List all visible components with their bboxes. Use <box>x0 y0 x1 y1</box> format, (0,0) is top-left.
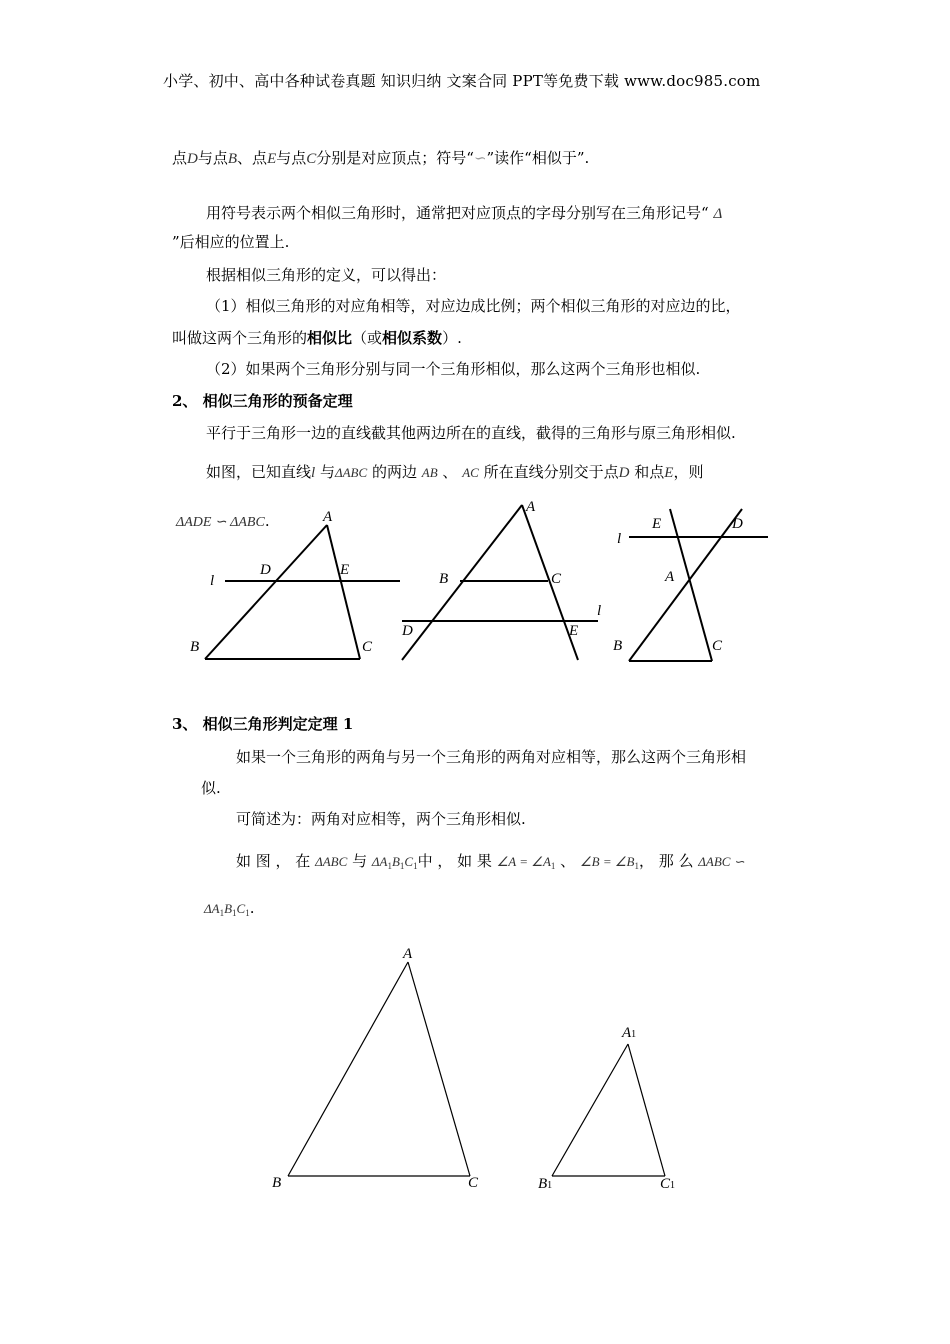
label-a: A <box>403 946 413 962</box>
fig1-side-ac <box>327 525 360 659</box>
section-2-example: 如图，已知直线l 与ΔABC 的两边 AB 、 AC 所在直线分别交于点D 和点E，则 <box>206 463 704 481</box>
fig2-label-e: E <box>569 623 579 639</box>
fig2-label-c: C <box>551 571 562 587</box>
fig3-label-b: B <box>613 638 623 654</box>
fig3-label-a: A <box>665 569 675 585</box>
section-3-brief: 可简述为：两角对应相等，两个三角形相似. <box>236 810 526 828</box>
triangle-abc <box>288 962 470 1176</box>
triangle-a1b1c1 <box>552 1044 665 1176</box>
fig3-label-d: D <box>732 516 743 532</box>
property-2: （2）如果两个三角形分别与同一个三角形相似，那么这两个三角形也相似. <box>206 360 701 378</box>
label-b1: B1 <box>538 1176 553 1192</box>
label-b: B <box>272 1175 282 1191</box>
section-3-theorem-line2: 似. <box>201 779 221 797</box>
fig1-label-d: D <box>260 562 271 578</box>
fig3-label-l: l <box>617 531 622 547</box>
figure-3 <box>629 509 768 661</box>
fig1-label-a: A <box>323 509 333 525</box>
fig1-label-l: l <box>210 573 215 589</box>
fig1-side-ab <box>205 525 327 659</box>
correspondence-sentence: 点D与点B、点E与点C分别是对应顶点；符号“∽”读作“相似于”. <box>172 149 590 167</box>
label-c1: C1 <box>660 1176 676 1192</box>
similar-triangles-figure <box>260 940 700 1200</box>
section-3-example-end: $\Delta A_1B_1C_1$. <box>204 899 255 918</box>
fig2-label-l: l <box>597 603 602 619</box>
notation-sentence-line2: ”后相应的位置上. <box>172 233 290 251</box>
fig3-line-db <box>629 509 742 661</box>
fig2-line-ab <box>402 505 522 660</box>
property-1-line1: （1）相似三角形的对应角相等，对应边成比例；两个相似三角形的对应边的比， <box>206 297 741 315</box>
section-3-title: 3、 相似三角形判定定理 1 <box>172 715 354 733</box>
preparatory-theorem-figures <box>180 495 800 675</box>
fig3-line-ec <box>670 509 712 661</box>
fig1-label-b: B <box>190 639 200 655</box>
fig3-label-c: C <box>712 638 723 654</box>
label-c: C <box>468 1175 479 1191</box>
section-2-title: 2、 相似三角形的预备定理 <box>172 392 353 410</box>
label-a1: A1 <box>622 1025 637 1041</box>
fig3-label-e: E <box>652 516 662 532</box>
fig1-label-e: E <box>340 562 350 578</box>
section-2-conclusion: ΔADE ∽ ΔABC. <box>176 512 270 530</box>
notation-sentence-line1: 用符号表示两个相似三角形时，通常把对应顶点的字母分别写在三角形记号“ Δ <box>206 204 723 222</box>
fig2-label-a: A <box>526 499 536 515</box>
fig2-label-d: D <box>402 623 413 639</box>
section-2-statement: 平行于三角形一边的直线截其他两边所在的直线，截得的三角形与原三角形相似. <box>206 424 736 442</box>
fig2-label-b: B <box>439 571 449 587</box>
section-3-theorem-line1: 如果一个三角形的两角与另一个三角形的两角对应相等，那么这两个三角形相 <box>236 748 747 766</box>
fig1-label-c: C <box>362 639 373 655</box>
property-1-line2: 叫做这两个三角形的相似比（或相似系数）. <box>172 329 462 347</box>
section-3-example: 如 图 ， 在 ΔABC 与 $\Delta A_1B_1C_1$中 ， 如 果 ∠A = $\angle A_1$ 、 ∠B = $\angle B_1$， 那 么 ΔABC ∽ <box>236 852 745 871</box>
page-header: 小学、初中、高中各种试卷真题 知识归纳 文案合同 PPT等免费下载 www.doc985.com <box>163 72 761 90</box>
definition-intro: 根据相似三角形的定义，可以得出： <box>206 266 447 284</box>
